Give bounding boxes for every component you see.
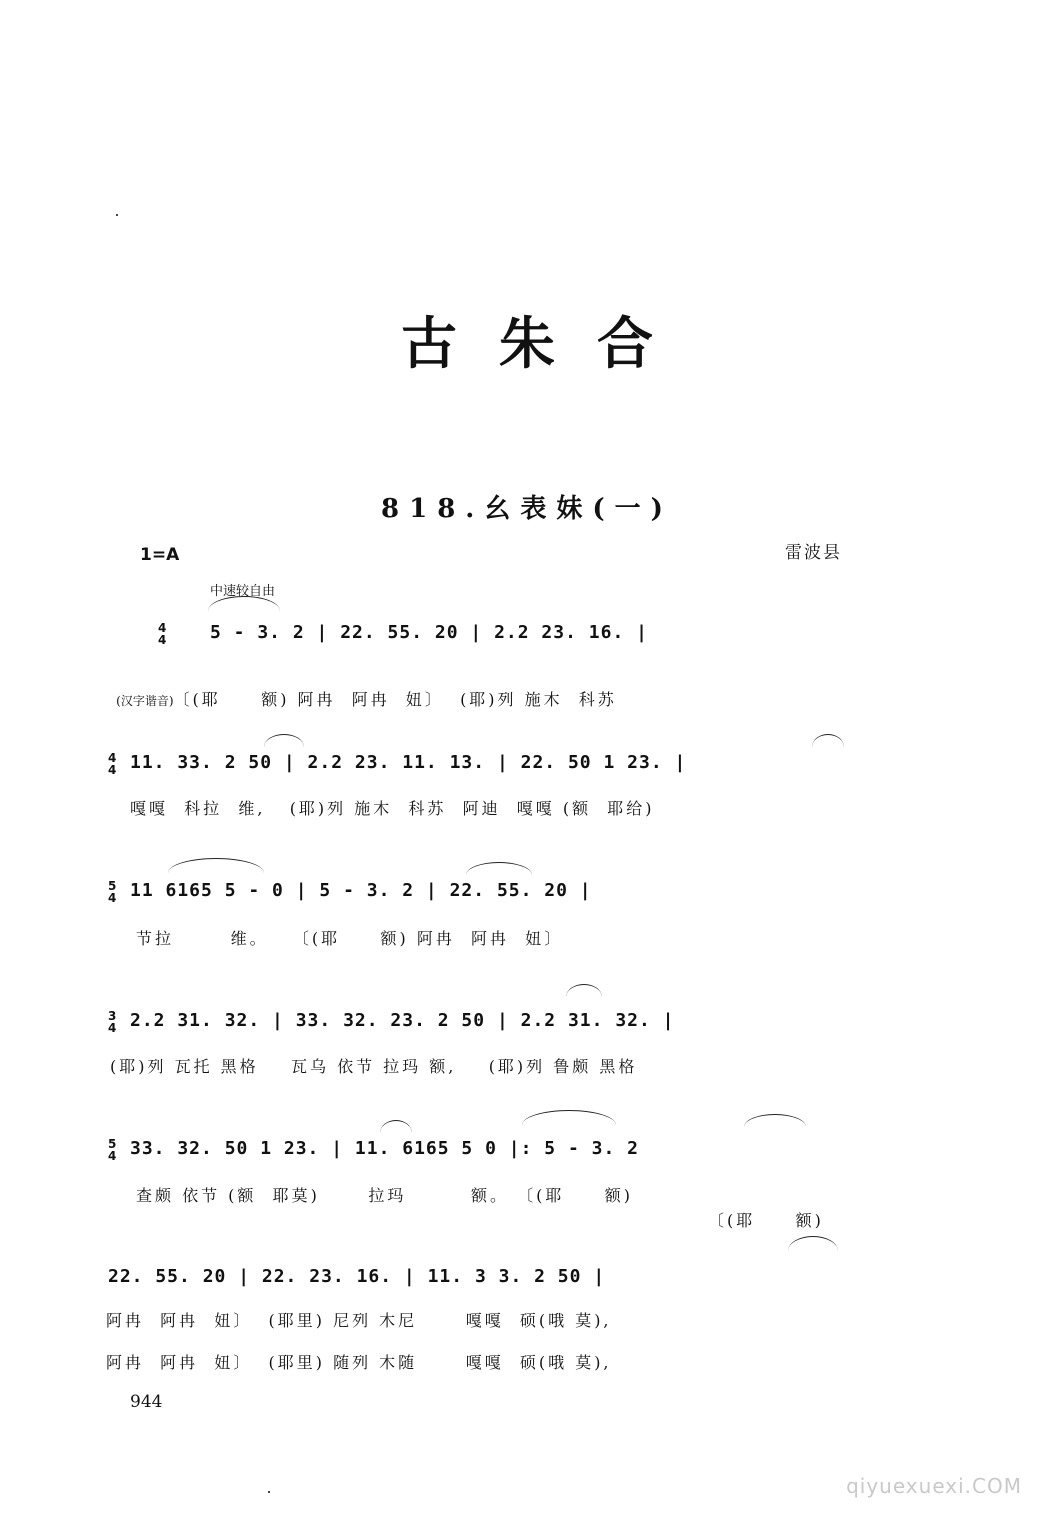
- slur-mark: [380, 1120, 412, 1133]
- lyrics-line: 节拉 维。 〔(耶 额) 阿冉 阿冉 妞〕: [136, 929, 564, 948]
- notation-line: 22. 55. 20 | 22. 23. 16. | 11. 3 3. 2 50 |: [108, 1266, 606, 1287]
- slur-mark: [264, 734, 304, 747]
- score-row-5: [100, 1138, 900, 1168]
- notation-line: 11. 33. 2 50 | 2.2 23. 11. 13. | 22. 50 1 23. |: [130, 752, 687, 773]
- slur-mark: [168, 858, 264, 873]
- notation-line: 5 - 3. 2 | 22. 55. 20 | 2.2 23. 16. |: [210, 622, 648, 643]
- slur-mark: [466, 862, 532, 875]
- song-title: 818.幺表妹(一): [381, 494, 673, 524]
- page-title: 古朱合: [401, 311, 695, 377]
- lyrics-line: 阿冉 阿冉 妞〕 (耶里) 尼列 木尼 嘎嘎 硕(哦 莫),: [106, 1311, 612, 1330]
- time-signature: 5 4: [108, 1137, 117, 1163]
- score-row-2: [100, 752, 900, 782]
- page-number: 944: [130, 1392, 163, 1412]
- region-label: 雷波县: [785, 543, 842, 563]
- slur-mark: [522, 1110, 616, 1125]
- lyrics-line-second-verse: 阿冉 阿冉 妞〕 (耶里) 随列 木随 嘎嘎 硕(哦 莫),: [106, 1353, 612, 1372]
- lyrics-text: 〔(耶 额) 阿冉 阿冉 妞〕 (耶)列 施木 科苏: [173, 690, 617, 709]
- score-row-1: [100, 622, 900, 652]
- time-signature: 3 4: [108, 1009, 117, 1035]
- notation-line: 33. 32. 50 1 23. | 11. 6165 5 0 |: 5 - 3. 2: [130, 1138, 639, 1159]
- slur-mark: [744, 1114, 806, 1127]
- score-row-6: [100, 1266, 900, 1296]
- tempo-marking: 中速较自由: [210, 584, 276, 599]
- notation-line: 11 6165 5 - 0 | 5 - 3. 2 | 22. 55. 20 |: [130, 880, 592, 901]
- score-row-3: [100, 880, 900, 910]
- slur-mark: [788, 1236, 838, 1251]
- key-signature: 1=A: [140, 545, 180, 565]
- slur-mark: [566, 984, 602, 997]
- time-signature: 4 4: [158, 621, 167, 647]
- watermark: qiyuexuexi.COM: [846, 1474, 1022, 1498]
- slur-mark: [812, 734, 844, 747]
- time-signature: 5 4: [108, 879, 117, 905]
- lyrics-prefix: (汉字谐音): [116, 694, 174, 708]
- lyrics-line-second-verse: 〔(耶 额): [708, 1211, 824, 1230]
- score-row-4: [100, 1010, 900, 1040]
- speck: [268, 1491, 270, 1493]
- notation-line: 2.2 31. 32. | 33. 32. 23. 2 50 | 2.2 31. 32. |: [130, 1010, 675, 1031]
- time-signature: 4 4: [108, 751, 117, 777]
- lyrics-line: [100, 668, 617, 710]
- lyrics-line: (耶)列 瓦托 黑格 瓦乌 依节 拉玛 额, (耶)列 鲁颇 黑格: [110, 1057, 638, 1076]
- lyrics-line: 嘎嘎 科拉 维, (耶)列 施木 科苏 阿迪 嘎嘎 (额 耶给): [130, 799, 655, 818]
- lyrics-line: 查颇 依节 (额 耶莫) 拉玛 额。 〔(耶 额): [136, 1186, 634, 1205]
- speck: [116, 214, 118, 216]
